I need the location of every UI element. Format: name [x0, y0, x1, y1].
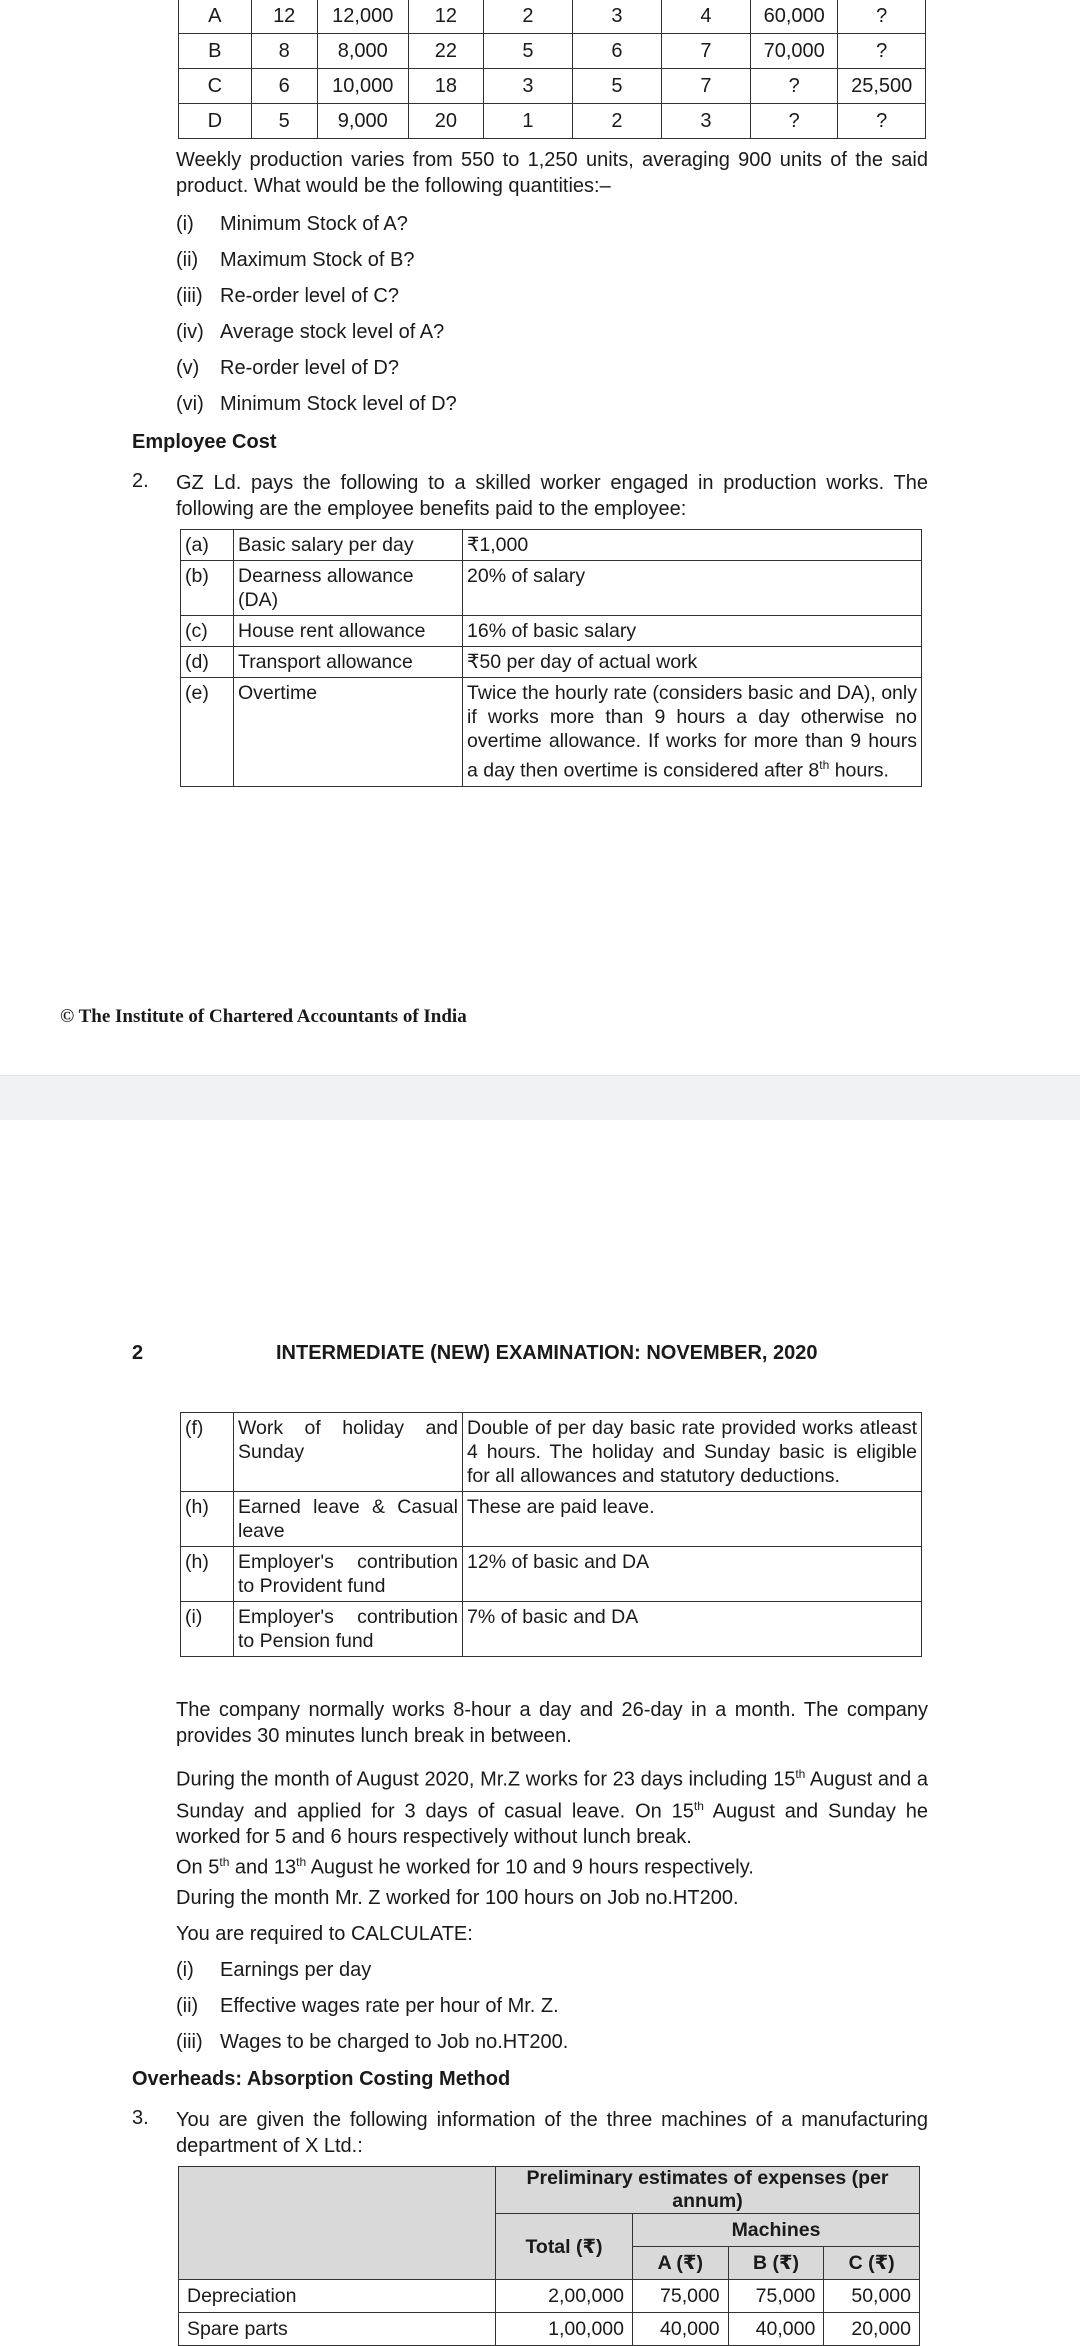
stock-cell: 22: [408, 34, 483, 69]
page-gap: [0, 1075, 1080, 1121]
stock-cell: 8: [251, 34, 317, 69]
stock-cell: 20: [408, 104, 483, 139]
blank-header-cell: [179, 2167, 496, 2280]
stock-cell: 6: [251, 69, 317, 104]
benefit-code: (e): [181, 678, 234, 787]
stock-cell: 5: [484, 34, 573, 69]
employee-cost-heading: Employee Cost: [132, 431, 277, 453]
benefit-row: [181, 1413, 922, 1492]
q1-item: [176, 211, 408, 237]
q1-item: [176, 391, 457, 417]
copyright-footer: © The Institute of Chartered Accountants of India: [60, 1006, 467, 1027]
stock-cell: ?: [838, 104, 926, 139]
exam-title: INTERMEDIATE (NEW) EXAMINATION: NOVEMBER, 2020: [276, 1342, 818, 1364]
stock-cell: 12: [408, 0, 483, 34]
benefit-value-text: 20% of salary: [467, 565, 586, 587]
question-3-intro: You are given the following information of the three machines of a manufacturing department of X Ltd.:: [176, 2109, 928, 2157]
benefit-item: Dearness allowance (DA): [234, 561, 463, 616]
calculate-instruction: You are required to CALCULATE:: [176, 1923, 473, 1945]
calc-item: [176, 1993, 559, 2019]
benefit-row: [181, 561, 922, 616]
benefit-code: (b): [181, 561, 234, 616]
q1-item-text: Minimum Stock of A?: [220, 213, 408, 235]
benefit-item: Transport allowance: [234, 647, 463, 678]
benefit-code: (i): [181, 1602, 234, 1657]
benefit-value-text: ₹50 per day of actual work: [467, 651, 698, 673]
benefit-code: (a): [181, 530, 234, 561]
stock-cell: 18: [408, 69, 483, 104]
benefit-row: [181, 1602, 922, 1657]
benefit-value: [463, 530, 922, 561]
expense-label: Spare parts: [179, 2313, 496, 2346]
benefit-value-end: hours.: [829, 759, 889, 782]
benefit-code: (h): [181, 1547, 234, 1602]
stock-cell: B: [179, 34, 252, 69]
q1-item-number: (ii): [176, 249, 199, 271]
benefit-item: Employer's contribution to Pension fund: [234, 1602, 463, 1657]
total-header: Total (₹): [496, 2214, 633, 2280]
benefit-value: [463, 647, 922, 678]
overheads-heading: Overheads: Absorption Costing Method: [132, 2068, 511, 2090]
overtime-days-paragraph: On 5th and 13th August he worked for 10 and 9 hours respectively.: [176, 1855, 754, 1879]
stock-cell: 70,000: [750, 34, 837, 69]
benefits-table-part2: [180, 1412, 922, 1657]
stock-cell: 3: [484, 69, 573, 104]
stock-cell: A: [179, 0, 252, 34]
benefit-code: (d): [181, 647, 234, 678]
benefit-row: [181, 616, 922, 647]
machine-b-header: B (₹): [728, 2247, 824, 2280]
stock-cell: 8,000: [317, 34, 408, 69]
q1-item-number: (i): [176, 213, 194, 235]
expense-c: 50,000: [824, 2280, 920, 2313]
expense-a: 40,000: [633, 2313, 729, 2346]
q1-item: [176, 247, 415, 273]
benefits-table-part1: [180, 529, 922, 787]
calc-item-number: (i): [176, 1959, 194, 1981]
page-1: [0, 0, 1080, 1075]
benefit-row: [181, 1547, 922, 1602]
benefit-row: [181, 530, 922, 561]
calc-item: [176, 2029, 568, 2055]
stock-cell: 12: [251, 0, 317, 34]
expense-c: 20,000: [824, 2313, 920, 2346]
question-2-intro: GZ Ld. pays the following to a skilled worker engaged in production works. The following are the employee benefits paid to the employee:: [176, 472, 928, 520]
stock-cell: ?: [750, 104, 837, 139]
calc-item-text: Earnings per day: [220, 1959, 372, 1981]
q1-item-text: Average stock level of A?: [220, 321, 445, 343]
benefit-value: These are paid leave.: [463, 1492, 922, 1547]
august-work-paragraph: During the month of August 2020, Mr.Z works for 23 days including 15th August and a Sunday and applied for 3 days of casual leave. On 15th August and Sunday he worked for 5 and 6 hours respectively without lunch break.: [176, 1767, 928, 1849]
benefit-value-sup: th: [819, 758, 830, 772]
calc-item-text: Wages to be charged to Job no.HT200.: [220, 2031, 569, 2053]
job-hours-paragraph: During the month Mr. Z worked for 100 hours on Job no.HT200.: [176, 1887, 739, 1909]
machine-c-header: C (₹): [824, 2247, 920, 2280]
benefit-value-text: Twice the hourly rate (considers basic and DA), only if works more than 9 hours a day otherwise no overtime allowance. If works for more than 9 hours a day then overtime is considered after 8: [467, 682, 917, 782]
machine-a-header: A (₹): [633, 2247, 729, 2280]
benefit-code: (h): [181, 1492, 234, 1547]
expense-a: 75,000: [633, 2280, 729, 2313]
q1-item-number: (v): [176, 357, 200, 379]
q1-intro: Weekly production varies from 550 to 1,250 units, averaging 900 units of the said product. What would be the following quantities:–: [176, 149, 928, 197]
benefit-item: Basic salary per day: [234, 530, 463, 561]
benefit-value: 12% of basic and DA: [463, 1547, 922, 1602]
stock-row: [179, 104, 926, 139]
q1-item: [176, 283, 399, 309]
stock-cell: ?: [838, 34, 926, 69]
stock-cell: ?: [838, 0, 926, 34]
q1-item-number: (vi): [176, 393, 204, 415]
question-2-number: 2.: [132, 470, 149, 492]
benefit-item: Work of holiday and Sunday: [234, 1413, 463, 1492]
expense-b: 75,000: [728, 2280, 824, 2313]
stock-cell: 3: [661, 104, 750, 139]
stock-cell: D: [179, 104, 252, 139]
q1-item-text: Minimum Stock level of D?: [220, 393, 457, 415]
q1-item: [176, 319, 444, 345]
expense-b: 40,000: [728, 2313, 824, 2346]
benefit-row: [181, 647, 922, 678]
stock-cell: 6: [572, 34, 661, 69]
stock-row: [179, 34, 926, 69]
stock-cell: 7: [661, 69, 750, 104]
stock-cell: 7: [661, 34, 750, 69]
benefit-item: Overtime: [234, 678, 463, 787]
stock-cell: 10,000: [317, 69, 408, 104]
stock-row: [179, 69, 926, 104]
machine-expense-table: [178, 2166, 920, 2346]
benefit-item: Employer's contribution to Provident fund: [234, 1547, 463, 1602]
calc-item: [176, 1957, 371, 1983]
q1-item: [176, 355, 399, 381]
benefit-item: House rent allowance: [234, 616, 463, 647]
machine-row: [179, 2313, 920, 2346]
machine-row: [179, 2280, 920, 2313]
benefit-item: Earned leave & Casual leave: [234, 1492, 463, 1547]
benefit-row: [181, 678, 922, 787]
benefit-value-text: ₹1,000: [467, 534, 529, 556]
group-header: Preliminary estimates of expenses (per annum): [496, 2167, 920, 2214]
expense-total: 2,00,000: [496, 2280, 633, 2313]
q1-item-number: (iv): [176, 321, 204, 343]
machines-header: Machines: [633, 2214, 920, 2247]
benefit-code: (c): [181, 616, 234, 647]
stock-cell: 5: [572, 69, 661, 104]
stock-cell: ?: [750, 69, 837, 104]
stock-cell: 4: [661, 0, 750, 34]
q1-item-text: Re-order level of D?: [220, 357, 399, 379]
stock-cell: 9,000: [317, 104, 408, 139]
stock-cell: 2: [484, 0, 573, 34]
benefit-value: [463, 678, 922, 787]
question-3-number: 3.: [132, 2107, 149, 2129]
benefit-value: 7% of basic and DA: [463, 1602, 922, 1657]
stock-cell: C: [179, 69, 252, 104]
benefit-value-text: 16% of basic salary: [467, 620, 637, 642]
q1-item-number: (iii): [176, 285, 203, 307]
benefit-row: [181, 1492, 922, 1547]
stock-row: [179, 0, 926, 34]
stock-cell: 2: [572, 104, 661, 139]
stock-cell: 1: [484, 104, 573, 139]
working-hours-paragraph: The company normally works 8-hour a day and 26-day in a month. The company provides 30 minutes lunch break in between.: [176, 1699, 928, 1747]
stock-table: [178, 0, 926, 139]
benefit-code: (f): [181, 1413, 234, 1492]
q1-item-text: Re-order level of C?: [220, 285, 399, 307]
stock-cell: 5: [251, 104, 317, 139]
page-2: [0, 1120, 1080, 2340]
q1-item-text: Maximum Stock of B?: [220, 249, 415, 271]
stock-cell: 60,000: [750, 0, 837, 34]
stock-cell: 25,500: [838, 69, 926, 104]
stock-cell: 3: [572, 0, 661, 34]
calc-item-number: (iii): [176, 2031, 203, 2053]
expense-total: 1,00,000: [496, 2313, 633, 2346]
benefit-value: Double of per day basic rate provided works atleast 4 hours. The holiday and Sunday basic is eligible for all allowances and statutory deductions.: [463, 1413, 922, 1492]
page-number: 2: [132, 1342, 144, 1364]
stock-cell: 12,000: [317, 0, 408, 34]
expense-label: Depreciation: [179, 2280, 496, 2313]
calc-item-number: (ii): [176, 1995, 199, 2017]
calc-item-text: Effective wages rate per hour of Mr. Z.: [220, 1995, 559, 2017]
benefit-value: [463, 616, 922, 647]
benefit-value: [463, 561, 922, 616]
